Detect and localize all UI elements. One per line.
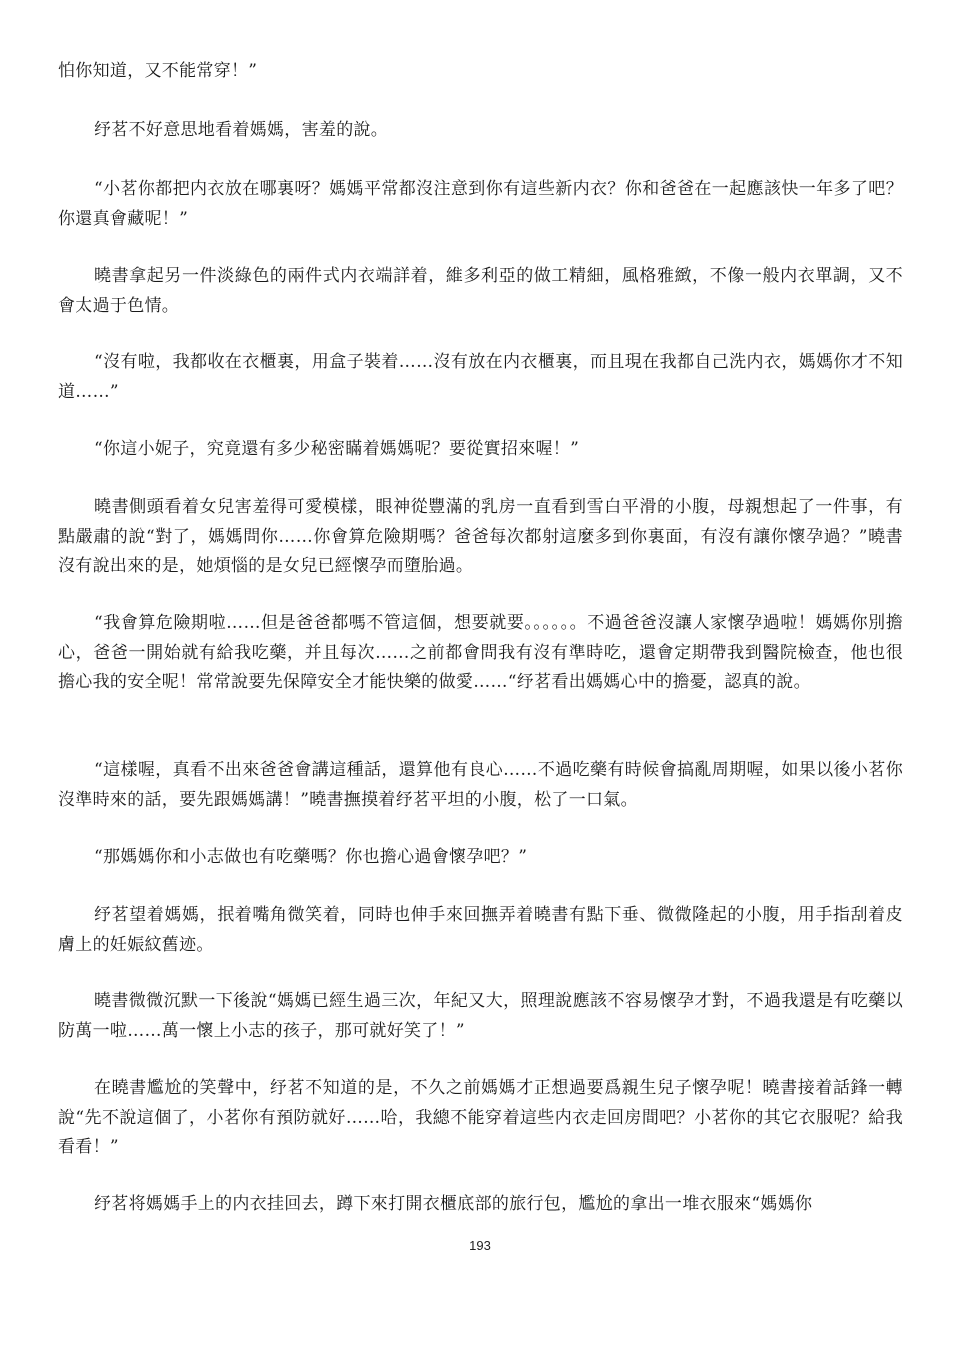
paragraph-5: “沒有啦，我都收在衣櫃裏，用盒子裝着……沒有放在内衣櫃裏，而且現在我都自己洗内衣，媽媽你才不知道……” — [58, 352, 903, 402]
paragraph-2: 纾茗不好意思地看着媽媽，害羞的說。 — [94, 120, 389, 140]
paragraph-4: 曉書拿起另一件淡綠色的兩件式内衣端詳着，維多利亞的做工精細，風格雅緻，不像一般内衣單調，又不會太過于色情。 — [58, 266, 903, 316]
paragraph-3: “小茗你都把内衣放在哪裏呀？媽媽平常都沒注意到你有這些新内衣？你和爸爸在一起應該快一年多了吧？你還真會藏呢！” — [58, 179, 903, 229]
paragraph-13: 在曉書尷尬的笑聲中，纾茗不知道的是，不久之前媽媽才正想過要爲親生兒子懷孕呢！曉書接着話鋒一轉說“先不說這個了，小茗你有預防就好……哈，我總不能穿着這些内衣走回房間吧？小茗你的其它衣服呢？給我看看！” — [58, 1078, 903, 1157]
paragraph-14: 纾茗将媽媽手上的内衣挂回去，蹲下來打開衣櫃底部的旅行包，尷尬的拿出一堆衣服來“媽媽你 — [94, 1194, 813, 1214]
paragraph-9: “這樣喔，真看不出來爸爸會講這種話，還算他有良心……不過吃藥有時候會搞亂周期喔，如果以後小茗你沒準時來的話，要先跟媽媽講！”曉書撫摸着纾茗平坦的小腹，松了一口氣。 — [58, 760, 903, 810]
paragraph-11: 纾茗望着媽媽，抿着嘴角微笑着，同時也伸手來回撫弄着曉書有點下垂、微微隆起的小腹，用手指刮着皮膚上的妊娠紋舊迹。 — [58, 905, 903, 955]
paragraph-8: “我會算危險期啦……但是爸爸都嗎不管這個，想要就要。。。。。。不過爸爸沒讓人家懷孕過啦！媽媽你別擔心，爸爸一開始就有給我吃藥，并且每次……之前都會問我有沒有準時吃，還會定期帶我到醫院檢查，他也很擔心我的安全呢！常常說要先保障安全才能快樂的做愛……“纾茗看出媽媽心中的擔憂，認真的說。 — [58, 613, 903, 692]
paragraph-1: 怕你知道，又不能常穿！” — [58, 61, 258, 81]
paragraph-10: “那媽媽你和小志做也有吃藥嗎？你也擔心過會懷孕吧？” — [94, 847, 528, 867]
paragraph-7: 曉書側頭看着女兒害羞得可愛模樣，眼神從豐滿的乳房一直看到雪白平滑的小腹，母親想起了一件事，有點嚴肅的說“對了，媽媽問你……你會算危險期嗎？爸爸每次都射這麼多到你裏面，有沒有讓你懷孕過？”曉書沒有說出來的是，她煩惱的是女兒已經懷孕而墮胎過。 — [58, 497, 903, 576]
page-number: 193 — [469, 1238, 491, 1253]
paragraph-6: “你這小妮子，究竟還有多少秘密瞞着媽媽呢？要從實招來喔！” — [94, 439, 580, 459]
paragraph-12: 曉書微微沉默一下後說“媽媽已經生過三次，年紀又大，照理說應該不容易懷孕才對，不過我還是有吃藥以防萬一啦……萬一懷上小志的孩子，那可就好笑了！” — [58, 991, 903, 1041]
